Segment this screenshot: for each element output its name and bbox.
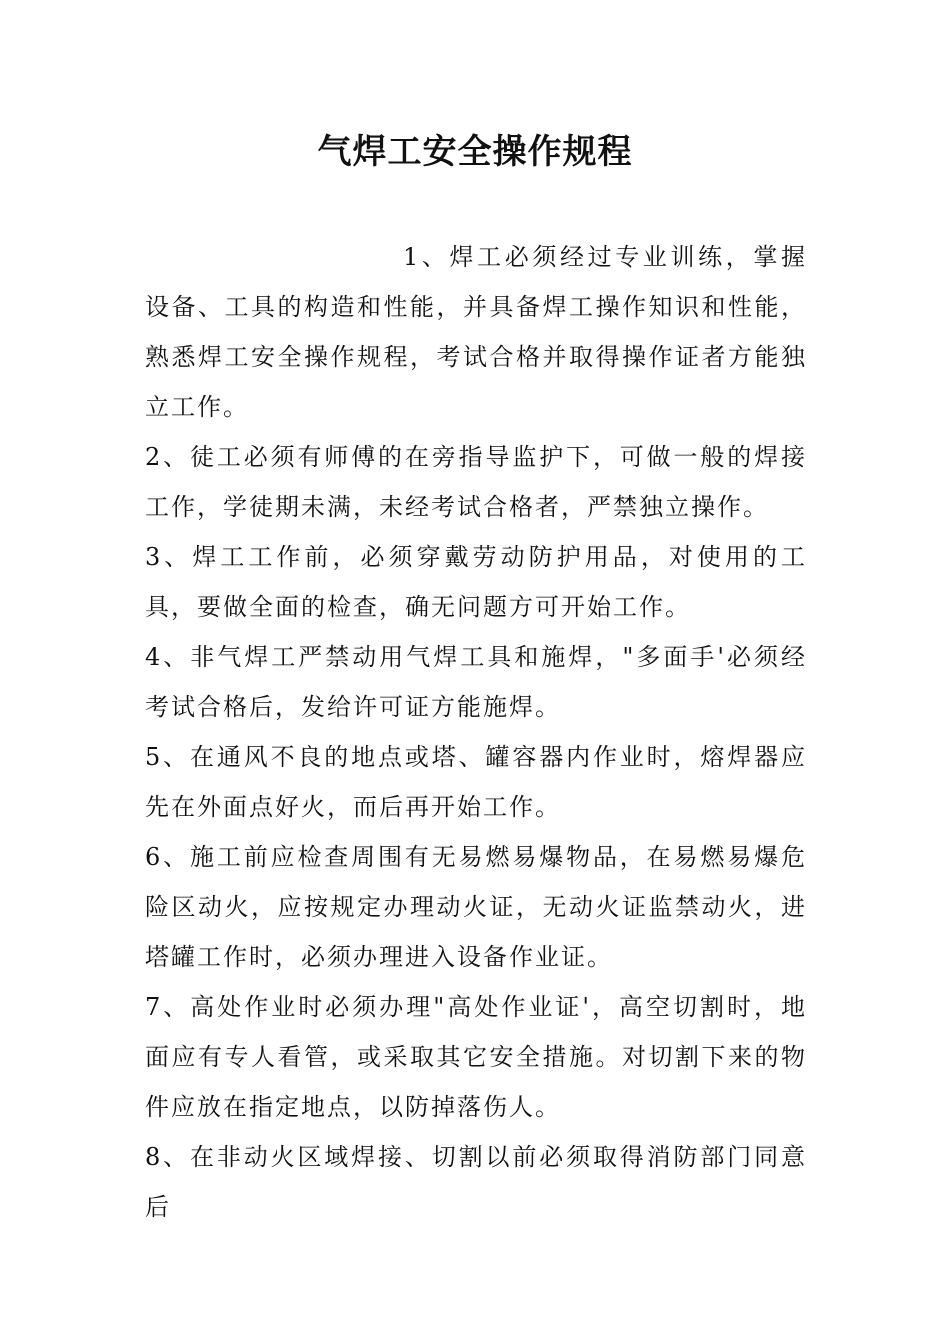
paragraph-2: 2、徒工必须有师傅的在旁指导监护下，可做一般的焊接工作，学徒期未满，未经考试合格者，严禁独立操作。 xyxy=(145,443,807,521)
document-title: 气焊工安全操作规程 xyxy=(317,132,633,172)
paragraph-8: 8、在非动火区域焊接、切割以前必须取得消防部门同意后 xyxy=(145,1143,807,1221)
paragraph-5: 5、在通风不良的地点或塔、罐容器内作业时，熔焊器应先在外面点好火，而后再开始工作。 xyxy=(145,743,807,821)
paragraph-6: 6、施工前应检查周围有无易燃易爆物品，在易燃易爆危险区动火，应按规定办理动火证，无动火证监禁动火，进塔罐工作时，必须办理进入设备作业证。 xyxy=(145,843,807,971)
document-body xyxy=(145,232,807,1232)
paragraph-3: 3、焊工工作前，必须穿戴劳动防护用品，对使用的工具，要做全面的检查，确无问题方可开始工作。 xyxy=(145,543,807,621)
paragraph-7: 7、高处作业时必须办理"高处作业证'，高空切割时，地面应有专人看管，或采取其它安全措施。对切割下来的物件应放在指定地点，以防掉落伤人。 xyxy=(145,993,807,1121)
paragraph-4: 4、非气焊工严禁动用气焊工具和施焊，"多面手'必须经考试合格后，发给许可证方能施焊。 xyxy=(145,643,807,721)
paragraph-1: 1、焊工必须经过专业训练，掌握设备、工具的构造和性能，并具备焊工操作知识和性能，熟悉焊工安全操作规程，考试合格并取得操作证者方能独立工作。 xyxy=(145,243,807,421)
